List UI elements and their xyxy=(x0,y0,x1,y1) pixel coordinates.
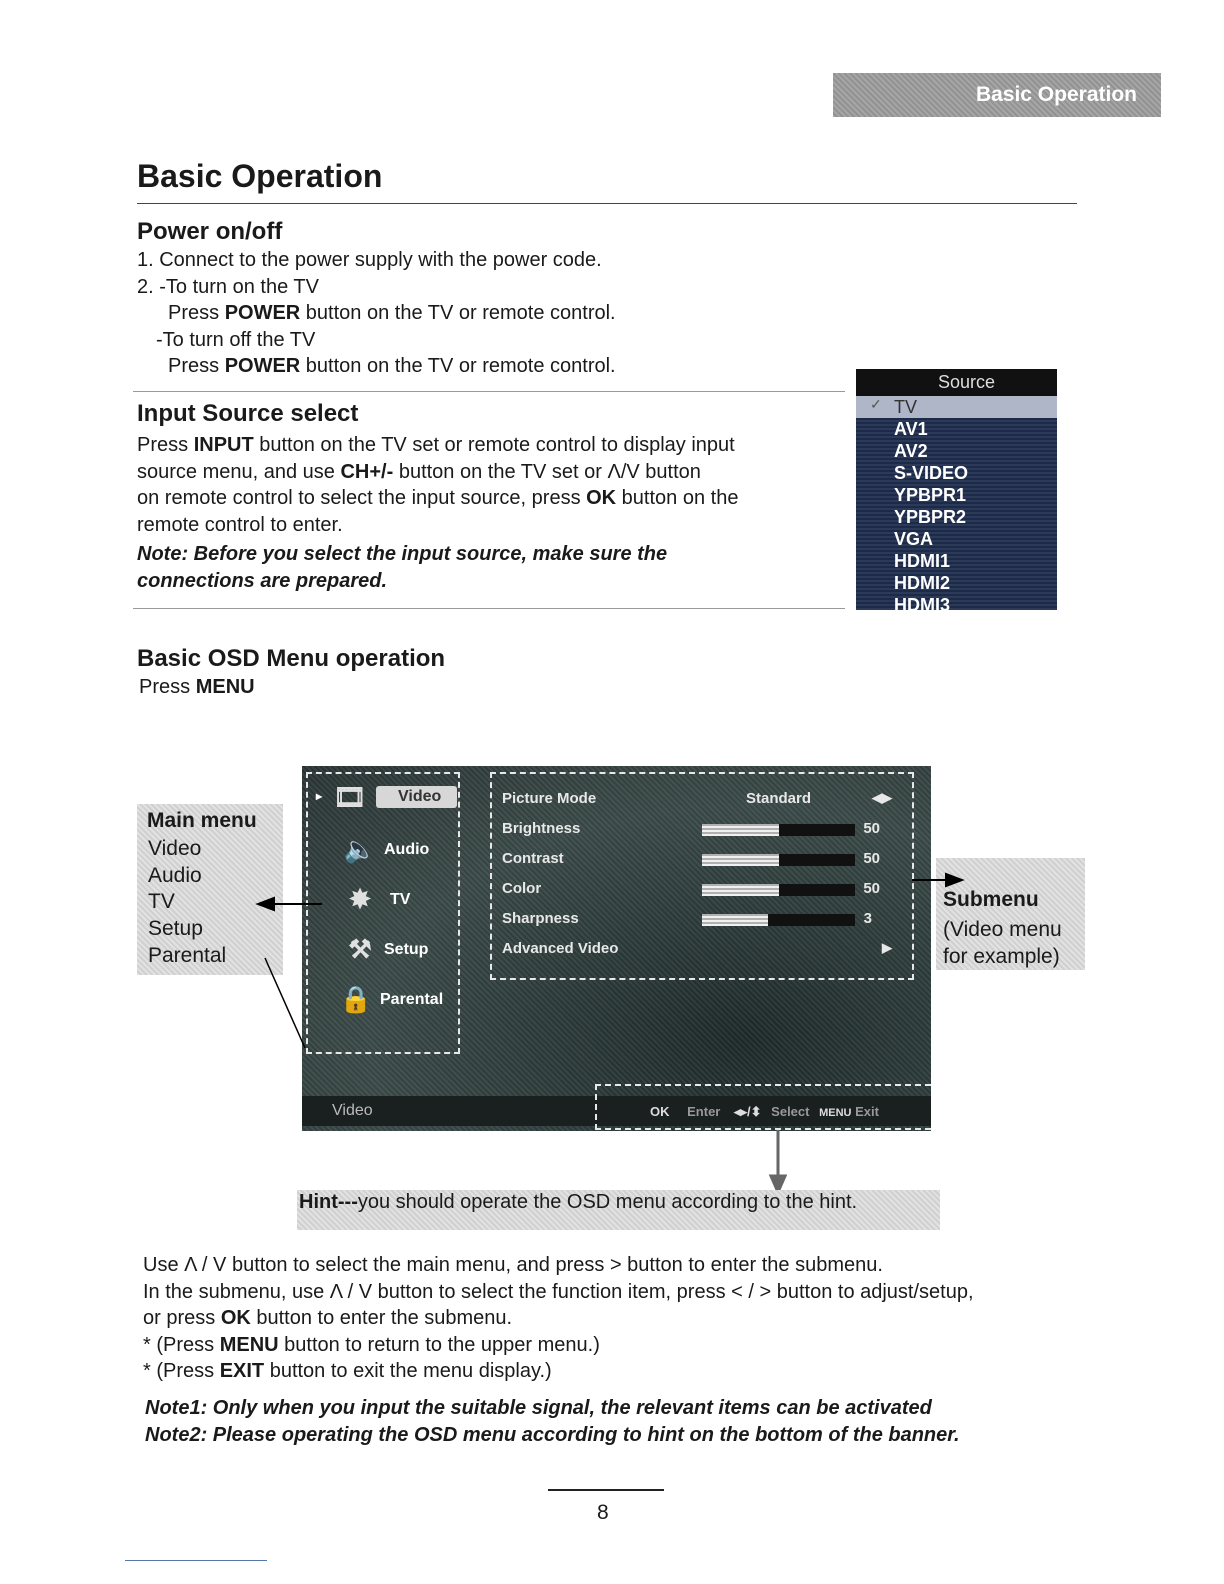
submenu-label: Brightness xyxy=(502,820,581,837)
callout-item: Audio xyxy=(148,863,202,887)
main-menu-leader-line xyxy=(265,958,305,1048)
input-line-3: on remote control to select the input source, press OK button on the xyxy=(137,487,739,509)
submenu-callout-line: for example) xyxy=(943,945,1060,968)
source-item-av1[interactable]: AV1 xyxy=(894,419,928,439)
input-line-4: remote control to enter. xyxy=(137,513,343,536)
submenu-value: Standard xyxy=(746,790,812,807)
source-item-tv[interactable]: TV xyxy=(856,396,1057,418)
left-right-arrows-icon: ◀▶ xyxy=(872,790,892,805)
source-item-vga[interactable]: VGA xyxy=(894,529,934,549)
power-line-1: 1. Connect to the power supply with the power code. xyxy=(137,249,602,271)
input-note-line-2: connections are prepared. xyxy=(137,570,388,592)
instruction-line: In the submenu, use Λ / V button to select the function item, press < / > button to adjust/setup, xyxy=(143,1280,974,1303)
hint-label: Hint--- xyxy=(299,1191,358,1213)
osd-instructions xyxy=(143,1252,974,1385)
satellite-icon: ✸ xyxy=(349,884,371,914)
hint-select: Select xyxy=(771,1104,810,1119)
main-menu-arrow xyxy=(258,898,322,910)
submenu-value: 3 xyxy=(863,910,872,927)
hint-select-key: ◂▸/⬍ xyxy=(733,1104,762,1119)
instruction-line: * (Press EXIT button to exit the menu display.) xyxy=(143,1360,552,1382)
osd-press: Press MENU xyxy=(139,676,255,698)
hint-exit: Exit xyxy=(855,1104,879,1119)
hint-enter: Enter xyxy=(687,1104,721,1119)
submenu-label: Advanced Video xyxy=(502,940,619,957)
input-line-2: source menu, and use CH+/- button on the TV set or Λ/V button xyxy=(137,460,701,483)
note-line: Note2: Please operating the OSD menu according to hint on the bottom of the banner. xyxy=(145,1424,960,1446)
source-item-ypbpr2[interactable]: YPBPR2 xyxy=(894,507,967,527)
hint-callout xyxy=(297,1190,940,1230)
submenu-label: Sharpness xyxy=(502,910,579,927)
submenu-value: 50 xyxy=(863,880,880,897)
main-menu-label: Video xyxy=(376,786,457,808)
right-arrow-icon: ▶ xyxy=(882,940,892,955)
source-item-av2[interactable]: AV2 xyxy=(894,441,928,461)
main-menu-label: Audio xyxy=(384,841,430,858)
page-title: Basic Operation xyxy=(137,158,383,194)
speaker-icon: 🔈 xyxy=(343,834,377,864)
film-icon: 🎞 xyxy=(333,782,367,812)
callout-item: Video xyxy=(148,837,202,860)
callout-item: TV xyxy=(148,890,175,914)
osd-bottom-title: Video xyxy=(332,1102,373,1119)
main-menu-label: TV xyxy=(390,891,411,908)
source-item-hdmi1[interactable]: HDMI1 xyxy=(894,551,951,571)
input-note-line-1: Note: Before you select the input source, make sure the xyxy=(137,543,668,565)
osd-notes xyxy=(145,1395,960,1449)
osd-heading: Basic OSD Menu operation xyxy=(137,645,446,672)
page-number: 8 xyxy=(597,1501,609,1524)
section-tab: Basic Operation xyxy=(833,73,1161,117)
power-line-4: -To turn off the TV xyxy=(156,328,316,351)
submenu-label: Picture Mode xyxy=(502,790,597,807)
source-item-svideo[interactable]: S-VIDEO xyxy=(894,463,969,483)
main-menu-label: Setup xyxy=(384,941,429,958)
main-menu-callout-title: Main menu xyxy=(147,809,257,832)
source-item-hdmi3[interactable]: HDMI3 xyxy=(894,595,951,610)
submenu-value: 50 xyxy=(863,850,880,867)
footer-rule xyxy=(125,1560,267,1561)
instruction-line: or press OK button to enter the submenu. xyxy=(143,1307,513,1329)
power-line-3: Press POWER button on the TV or remote control. xyxy=(168,302,616,324)
source-item-hdmi2[interactable]: HDMI2 xyxy=(894,573,951,593)
submenu-callout-line: (Video menu xyxy=(943,918,1062,941)
power-line-5: Press POWER button on the TV or remote control. xyxy=(168,355,616,377)
check-icon: ✓ xyxy=(870,396,882,412)
note-line: Note1: Only when you input the suitable signal, the relevant items can be activated xyxy=(145,1397,932,1419)
tools-icon: ⚒ xyxy=(348,934,372,964)
hint-text: you should operate the OSD menu according to the hint. xyxy=(357,1191,858,1213)
submenu-label: Contrast xyxy=(502,850,564,867)
input-line-1: Press INPUT button on the TV set or remote control to display input xyxy=(137,434,735,456)
hint-menu-key: MENU xyxy=(819,1107,852,1119)
pointer-icon: ▸ xyxy=(316,789,323,803)
power-line-2: 2. -To turn on the TV xyxy=(137,275,319,298)
instruction-line: Use Λ / V button to select the main menu, and press > button to enter the submenu. xyxy=(143,1254,883,1276)
instruction-line: * (Press MENU button to return to the upper menu.) xyxy=(143,1333,600,1356)
submenu-arrow xyxy=(912,874,962,886)
source-item-ypbpr1[interactable]: YPBPR1 xyxy=(894,485,967,505)
lock-icon: 🔒 xyxy=(339,984,373,1014)
hint-ok-key: OK xyxy=(650,1104,670,1119)
submenu-callout-title: Submenu xyxy=(943,888,1039,911)
callout-item: Setup xyxy=(148,917,203,941)
submenu-label: Color xyxy=(502,880,542,897)
submenu-value: 50 xyxy=(863,820,880,837)
main-menu-label: Parental xyxy=(380,991,444,1008)
page-number-rule xyxy=(548,1489,664,1491)
input-heading: Input Source select xyxy=(137,400,359,427)
power-heading: Power on/off xyxy=(137,218,283,245)
callout-item: Parental xyxy=(148,943,227,967)
hint-arrow xyxy=(771,1130,785,1192)
source-menu-title: Source xyxy=(856,369,1057,396)
